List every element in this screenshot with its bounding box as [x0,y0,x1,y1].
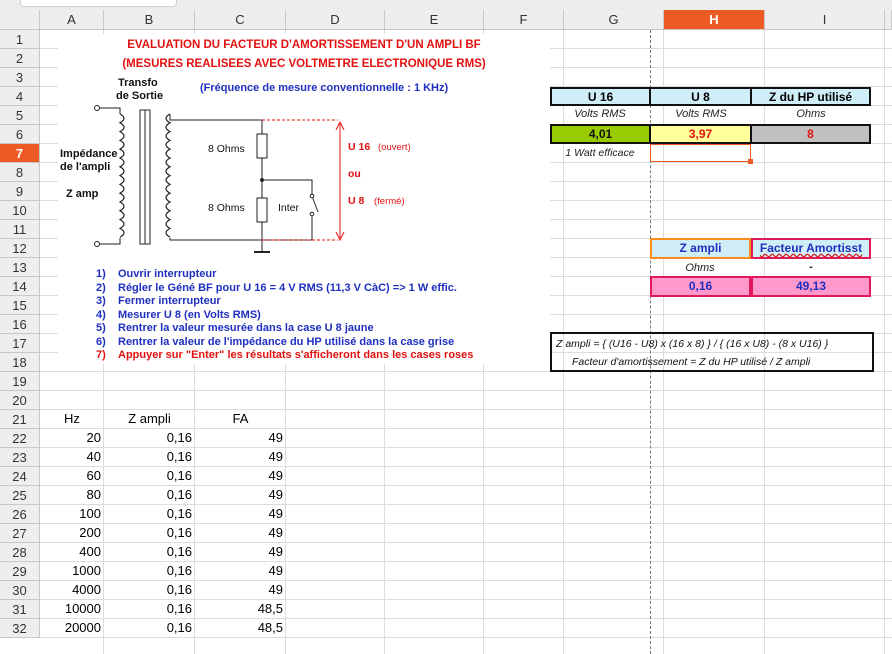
table-cell[interactable]: 1000 [72,563,101,578]
zhp-header: Z du HP utilisé [750,87,871,106]
ampli-label: de l'ampli [60,161,111,173]
column-header-g[interactable]: G [564,10,664,30]
row-header-20[interactable]: 20 [0,391,40,410]
impedance-label: Impédance [60,148,118,160]
step-3: 3) Fermer interrupteur [96,295,221,307]
watt-note: 1 Watt efficace [565,147,635,159]
row-header-4[interactable]: 4 [0,87,40,106]
step-2: 2) Régler le Géné BF pour U 16 = 4 V RMS (11,3 V CàC) => 1 W effic. [96,281,457,294]
row-header-18[interactable]: 18 [0,353,40,372]
step-5: 5) Rentrer la valeur mesurée dans la case U 8 jaune [96,322,374,334]
table-cell[interactable]: 49 [268,582,283,597]
fa-header: Facteur Amortisst [751,238,871,259]
table-cell[interactable]: 0,16 [166,506,192,521]
table-cell[interactable]: 0,16 [166,563,192,578]
u8-value-cell[interactable]: 3,97 [649,124,752,144]
table-cell[interactable]: 60 [86,468,101,483]
zhp-unit: Ohms [796,108,826,120]
table-header-1: Z ampli [128,411,171,426]
u16-header: U 16 [550,87,651,106]
u8-unit: Volts RMS [675,108,727,120]
table-cell[interactable]: 0,16 [166,582,192,597]
table-cell[interactable]: 0,16 [166,620,192,635]
row-header-29[interactable]: 29 [0,562,40,581]
u16-value-cell[interactable]: 4,01 [550,124,651,144]
row-header-23[interactable]: 23 [0,448,40,467]
row-header-28[interactable]: 28 [0,543,40,562]
active-cell-H7[interactable] [650,144,751,162]
row-header-32[interactable]: 32 [0,619,40,638]
column-header-b[interactable]: B [104,10,195,30]
row-header-17[interactable]: 17 [0,334,40,353]
zampli-formula: Z ampli = { (U16 - U8) x (16 x 8) } / { (16 x U8) - (8 x U16) } [556,338,829,350]
switch-label: Inter [278,202,300,214]
ferme-label: (fermé) [374,196,405,207]
step-4: 4) Mesurer U 8 (en Volts RMS) [96,308,261,321]
resistor-8ohm-top-label: 8 Ohms [208,143,245,155]
table-cell[interactable]: 20000 [64,620,101,635]
row-header-7[interactable]: 7 [0,144,40,163]
table-cell[interactable]: 48,5 [257,601,283,616]
row-header-10[interactable]: 10 [0,201,40,220]
row-header-6[interactable]: 6 [0,125,40,144]
row-header-26[interactable]: 26 [0,505,40,524]
row-header-9[interactable]: 9 [0,182,40,201]
row-header-15[interactable]: 15 [0,296,40,315]
table-cell[interactable]: 49 [268,563,283,578]
sheet-grid[interactable] [40,30,892,654]
table-cell[interactable]: 49 [268,430,283,445]
table-cell[interactable]: 49 [268,449,283,464]
resistor-8ohm-bottom-label: 8 Ohms [208,202,245,214]
row-header-16[interactable]: 16 [0,315,40,334]
table-cell[interactable]: 49 [268,506,283,521]
zampli-header: Z ampli [650,238,751,259]
table-header-2: FA [232,411,249,426]
row-header-1[interactable]: 1 [0,30,40,49]
transfo-sortie-label: de Sortie [116,90,164,102]
row-header-3[interactable]: 3 [0,68,40,87]
column-header-e[interactable]: E [385,10,484,30]
u8-label: U 8 [348,195,365,207]
row-header-19[interactable]: 19 [0,372,40,391]
table-cell[interactable]: 4000 [72,582,101,597]
row-header-11[interactable]: 11 [0,220,40,239]
column-header-c[interactable]: C [195,10,286,30]
ouvert-label: (ouvert) [378,142,411,153]
diagram-title-line1: EVALUATION DU FACTEUR D'AMORTISSEMENT D'UN AMPLI BF [127,39,481,51]
row-header-24[interactable]: 24 [0,467,40,486]
table-cell[interactable]: 40 [86,449,101,464]
row-header-12[interactable]: 12 [0,239,40,258]
row-header-13[interactable]: 13 [0,258,40,277]
table-cell[interactable]: 100 [79,506,101,521]
diagram-title-line2: (MESURES REALISEES AVEC VOLTMETRE ELECTRONIQUE RMS) [122,58,486,70]
ou-label: ou [348,168,361,180]
fill-handle[interactable] [748,159,753,164]
row-header-25[interactable]: 25 [0,486,40,505]
grid-row-line [40,390,892,391]
table-cell[interactable]: 80 [86,487,101,502]
column-header-f[interactable]: F [484,10,564,30]
table-cell[interactable]: 10000 [64,601,101,616]
damping-factor-diagram[interactable] [58,34,550,364]
fa-unit: - [809,261,813,273]
grid-row-line [40,637,892,638]
table-cell[interactable]: 49 [268,468,283,483]
zampli-unit: Ohms [685,262,715,274]
table-cell[interactable]: 0,16 [166,468,192,483]
table-cell[interactable]: 20 [86,430,101,445]
window-tab-edge [20,0,177,7]
table-cell[interactable]: 0,16 [166,430,192,445]
row-header-5[interactable]: 5 [0,106,40,125]
row-header-22[interactable]: 22 [0,429,40,448]
zamp-label: Z amp [66,188,99,200]
table-cell[interactable]: 0,16 [166,449,192,464]
row-header-21[interactable]: 21 [0,410,40,429]
transfo-label: Transfo [118,77,158,89]
table-cell[interactable]: 49 [268,487,283,502]
table-header-0: Hz [64,411,80,426]
table-cell[interactable]: 0,16 [166,544,192,559]
row-header-8[interactable]: 8 [0,163,40,182]
table-cell[interactable]: 0,16 [166,487,192,502]
column-header-overflow [885,10,892,30]
step-6: 6) Rentrer la valeur de l'impédance du HP utilisé dans la case grise [96,335,455,348]
zhp-value-cell[interactable]: 8 [750,124,871,144]
table-cell[interactable]: 49 [268,544,283,559]
step-7: 7) Appuyer sur "Enter" les résultats s'afficheront dans les cases roses [96,349,474,361]
window-top-strip [0,0,892,10]
u8-header: U 8 [649,87,752,106]
circuit-schematic [58,34,550,274]
u16-label: U 16 [348,141,371,153]
table-cell[interactable]: 400 [79,544,101,559]
table-cell[interactable]: 0,16 [166,525,192,540]
step-1: 1) Ouvrir interrupteur [96,268,217,280]
table-cell[interactable]: 0,16 [166,601,192,616]
table-cell[interactable]: 48,5 [257,620,283,635]
row-header-2[interactable]: 2 [0,49,40,68]
table-cell[interactable]: 49 [268,525,283,540]
zampli-value-cell[interactable]: 0,16 [650,276,751,297]
fa-formula: Facteur d'amortissement = Z du HP utilisé / Z ampli [572,356,811,368]
fa-value-cell[interactable]: 49,13 [751,276,871,297]
column-header-h[interactable]: H [664,10,765,30]
column-header-a[interactable]: A [40,10,104,30]
row-header-30[interactable]: 30 [0,581,40,600]
column-header-d[interactable]: D [286,10,385,30]
row-header-31[interactable]: 31 [0,600,40,619]
select-all-corner[interactable] [0,10,40,30]
table-cell[interactable]: 200 [79,525,101,540]
u16-unit: Volts RMS [574,108,626,120]
row-header-27[interactable]: 27 [0,524,40,543]
frequency-note: (Fréquence de mesure conventionnelle : 1 KHz) [200,82,449,94]
column-header-i[interactable]: I [765,10,885,30]
formula-box [550,332,874,372]
row-header-14[interactable]: 14 [0,277,40,296]
